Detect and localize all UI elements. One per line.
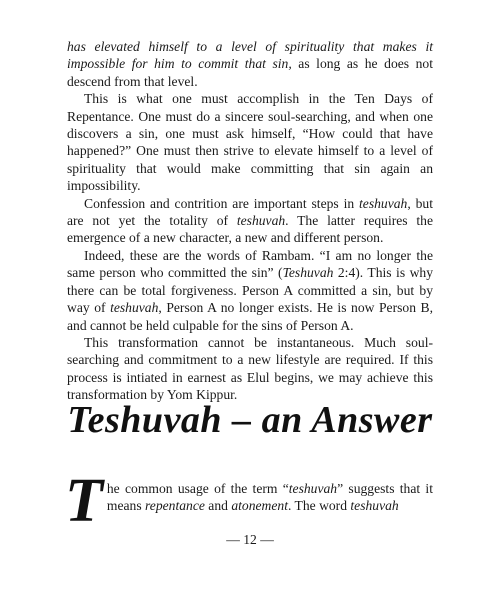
text-run: teshuvah — [359, 195, 408, 211]
paragraph-2 — [67, 90, 433, 194]
text-run: repentance — [145, 498, 205, 514]
paragraph-3 — [67, 195, 433, 247]
opening-paragraph — [65, 467, 433, 535]
text-run: Confession and contrition are important steps in — [84, 195, 360, 211]
text-run: Teshuvah — [282, 265, 334, 281]
text-run: 2:4). This is why there can be total forgiveness. Person A committed a sin, but by way of — [67, 265, 433, 316]
text-run: as long as he does not descend from that level. — [67, 56, 433, 89]
text-run: has elevated himself to a level of spirituality that makes it impossible for him to commit that sin, — [67, 39, 433, 72]
paragraph-1 — [67, 38, 433, 90]
section-heading: Teshuvah – an Answer — [67, 399, 433, 441]
paragraph-5 — [67, 334, 433, 404]
text-run: he common usage of the term “ — [106, 481, 289, 496]
text-run: teshuvah — [350, 498, 399, 514]
text-run: teshuvah — [288, 481, 338, 496]
drop-cap: T — [65, 467, 103, 535]
page-number: — 12 — — [226, 532, 274, 547]
text-run: teshuvah — [110, 300, 159, 316]
text-run: Indeed, these are the words of Rambam. “I am no longer the same person who committed the sin” ( — [67, 247, 433, 281]
text-run: and — [204, 498, 232, 514]
text-run: atonement — [231, 498, 288, 514]
text-run: ” suggests that it means — [106, 481, 433, 514]
paragraph-4 — [67, 247, 433, 334]
text-run: . The latter requires the emergence of a new character, a new and different person. — [67, 213, 433, 246]
body-text — [67, 38, 433, 404]
text-run: . The word — [287, 498, 351, 514]
text-run: , but are not yet the totality of — [67, 195, 434, 229]
text-run: This transformation cannot be instantaneous. Much soul-searching and commitment to a new lifestyle are required. If this process is intiated in earnest as Elul begins, we may achieve this transformation by Yom Kippur. — [67, 334, 433, 403]
text-run: , Person A no longer exists. He is now Person B, and cannot be held culpable for the sins of Person A. — [67, 300, 433, 333]
text-run: teshuvah — [236, 213, 286, 229]
text-run: This is what one must accomplish in the Ten Days of Repentance. One must do a sincere soul-searching, and when one discovers a sin, one must ask himself, “How could that have happened?” One must then strive to elevate himself to a level of spirituality that would make committing that sin again an impossibility. — [67, 91, 433, 194]
